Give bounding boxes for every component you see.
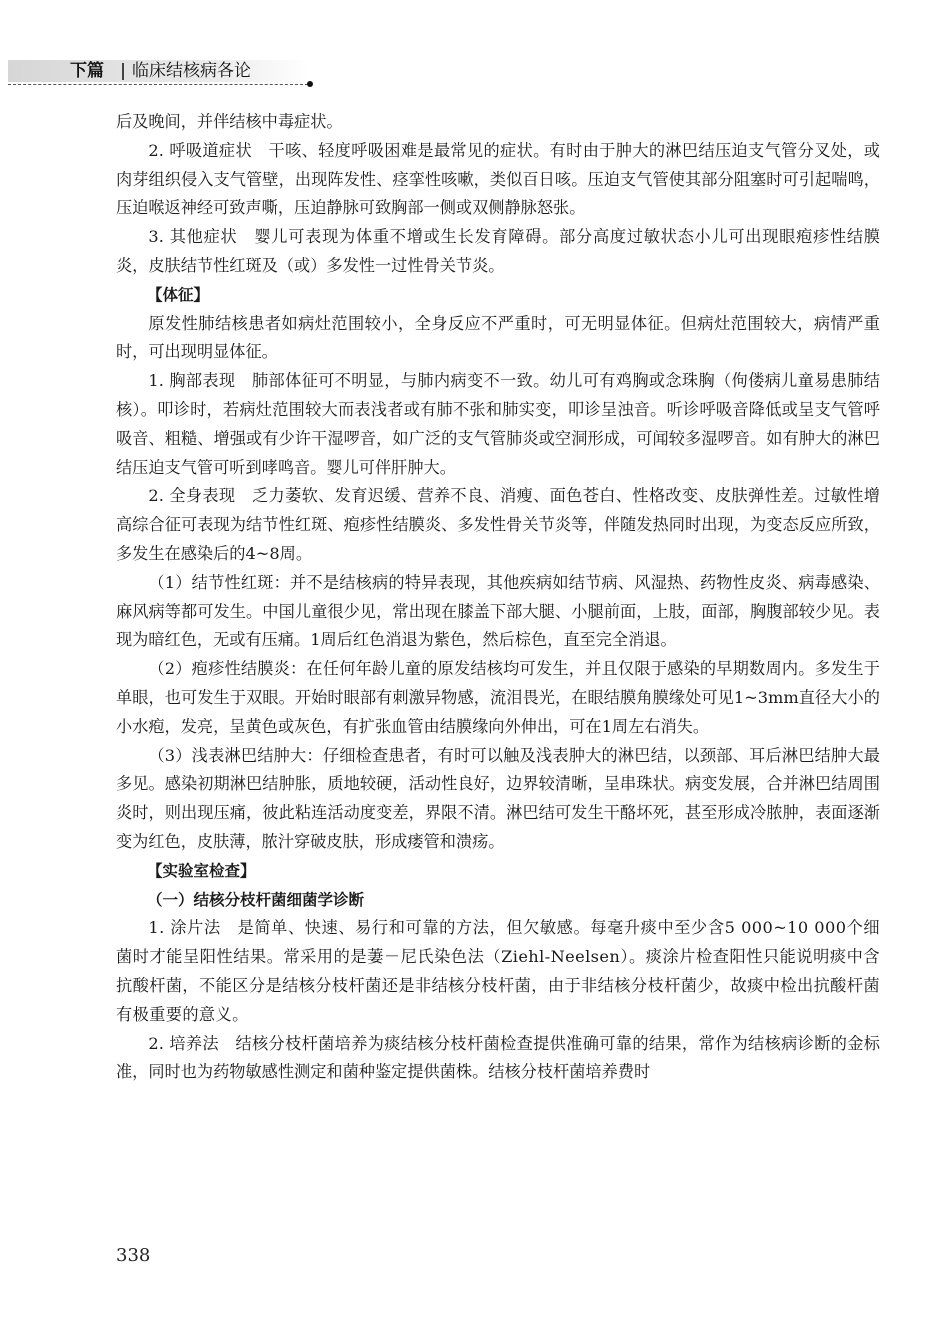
section-heading-lab-tests: 【实验室检查】 — [147, 861, 256, 880]
paragraph-other-symptoms: 3. 其他症状 婴儿可表现为体重不增或生长发育障碍。部分高度过敏状态小儿可出现眼疱疹性结膜炎，皮肤结节性红斑及（或）多发性一过性骨关节炎。 — [116, 227, 880, 275]
header-rule — [8, 84, 308, 85]
page-body — [116, 108, 880, 1087]
page-number: 338 — [116, 1245, 151, 1266]
header-dot — [307, 81, 313, 87]
paragraph-smear-method: 1. 涂片法 是简单、快速、易行和可靠的方法，但欠敏感。每毫升痰中至少含5 000~10 000个细菌时才能呈阳性结果。常采用的是萋－尼氏染色法（Ziehl-Neelsen）。痰涂片检查阳性只能说明痰中含抗酸杆菌，不能区分是结核分枝杆菌还是非结核分枝杆菌，由于非结核分枝杆菌少，故痰中检出抗酸杆菌有极重要的意义。 — [116, 918, 880, 1024]
paragraph-signs-intro: 原发性肺结核患者如病灶范围较小，全身反应不严重时，可无明显体征。但病灶范围较大，病情严重时，可出现明显体征。 — [116, 313, 880, 362]
paragraph-erythema-nodosum: （1）结节性红斑：并不是结核病的特异表现，其他疾病如结节病、风湿热、药物性皮炎、病毒感染、麻风病等都可发生。中国儿童很少见，常出现在膝盖下部大腿、小腿前面，上肢，面部，胸腹部较少见。表现为暗红色，无或有压痛。1周后红色消退为紫色，然后棕色，直至完全消退。 — [116, 572, 880, 650]
paragraph-continuation: 后及晚间，并伴结核中毒症状。 — [116, 112, 343, 131]
header-chapter-title: 临床结核病各论 — [132, 61, 251, 81]
paragraph-phlyctenular-conjunctivitis: （2）疱疹性结膜炎：在任何年龄儿童的原发结核均可发生，并且仅限于感染的早期数周内。多发生于单眼，也可发生于双眼。开始时眼部有刺激异物感，流泪畏光，在眼结膜角膜缘处可见1~3mm直径大小的小水疱，发亮，呈黄色或灰色，有扩张血管由结膜缘向外伸出，可在1周左右消失。 — [116, 659, 880, 736]
paragraph-culture-method: 2. 培养法 结核分枝杆菌培养为痰结核分枝杆菌检查提供准确可靠的结果，常作为结核病诊断的金标准，同时也为药物敏感性测定和菌种鉴定提供菌株。结核分枝杆菌培养费时 — [116, 1033, 880, 1082]
header-part-label: 下篇 — [70, 61, 104, 81]
header-separator — [122, 63, 124, 80]
paragraph-respiratory-symptoms: 2. 呼吸道症状 干咳、轻度呼吸困难是最常见的症状。有时由于肿大的淋巴结压迫支气管分叉处，或肉芽组织侵入支气管壁，出现阵发性、痉挛性咳嗽，类似百日咳。压迫支气管使其部分阻塞时可引起喘鸣，压迫喉返神经可致声嘶，压迫静脉可致胸部一侧或双侧静脉怒张。 — [116, 140, 880, 218]
paragraph-lymphadenopathy: （3）浅表淋巴结肿大：仔细检查患者，有时可以触及浅表肿大的淋巴结，以颈部、耳后淋巴结肿大最多见。感染初期淋巴结肿胀，质地较硬，活动性良好，边界较清晰，呈串珠状。病变发展，合并淋巴结周围炎时，则出现压痛，彼此粘连活动度变差，界限不清。淋巴结可发生干酪坏死，甚至形成冷脓肿，表面逐渐变为红色，皮肤薄，脓汁穿破皮肤，形成瘘管和溃疡。 — [116, 745, 880, 851]
subsection-heading-bacteriology: （一）结核分枝杆菌细菌学诊断 — [147, 890, 365, 909]
section-heading-signs: 【体征】 — [147, 285, 210, 304]
running-header — [8, 60, 310, 86]
paragraph-chest-signs: 1. 胸部表现 肺部体征可不明显，与肺内病变不一致。幼儿可有鸡胸或念珠胸（佝偻病儿童易患肺结核）。叩诊时，若病灶范围较大而表浅者或有肺不张和肺实变，叩诊呈浊音。听诊呼吸音降低或呈支气管呼吸音、粗糙、增强或有少许干湿啰音，如广泛的支气管肺炎或空洞形成，可闻较多湿啰音。如有肿大的淋巴结压迫支气管可听到哮鸣音。婴儿可伴肝肿大。 — [116, 371, 880, 477]
paragraph-systemic-signs: 2. 全身表现 乏力萎软、发育迟缓、营养不良、消瘦、面色苍白、性格改变、皮肤弹性差。过敏性增高综合征可表现为结节性红斑、疱疹性结膜炎、多发性骨关节炎等，伴随发热同时出现，为变态反应所致，多发生在感染后的4~8周。 — [116, 486, 880, 563]
